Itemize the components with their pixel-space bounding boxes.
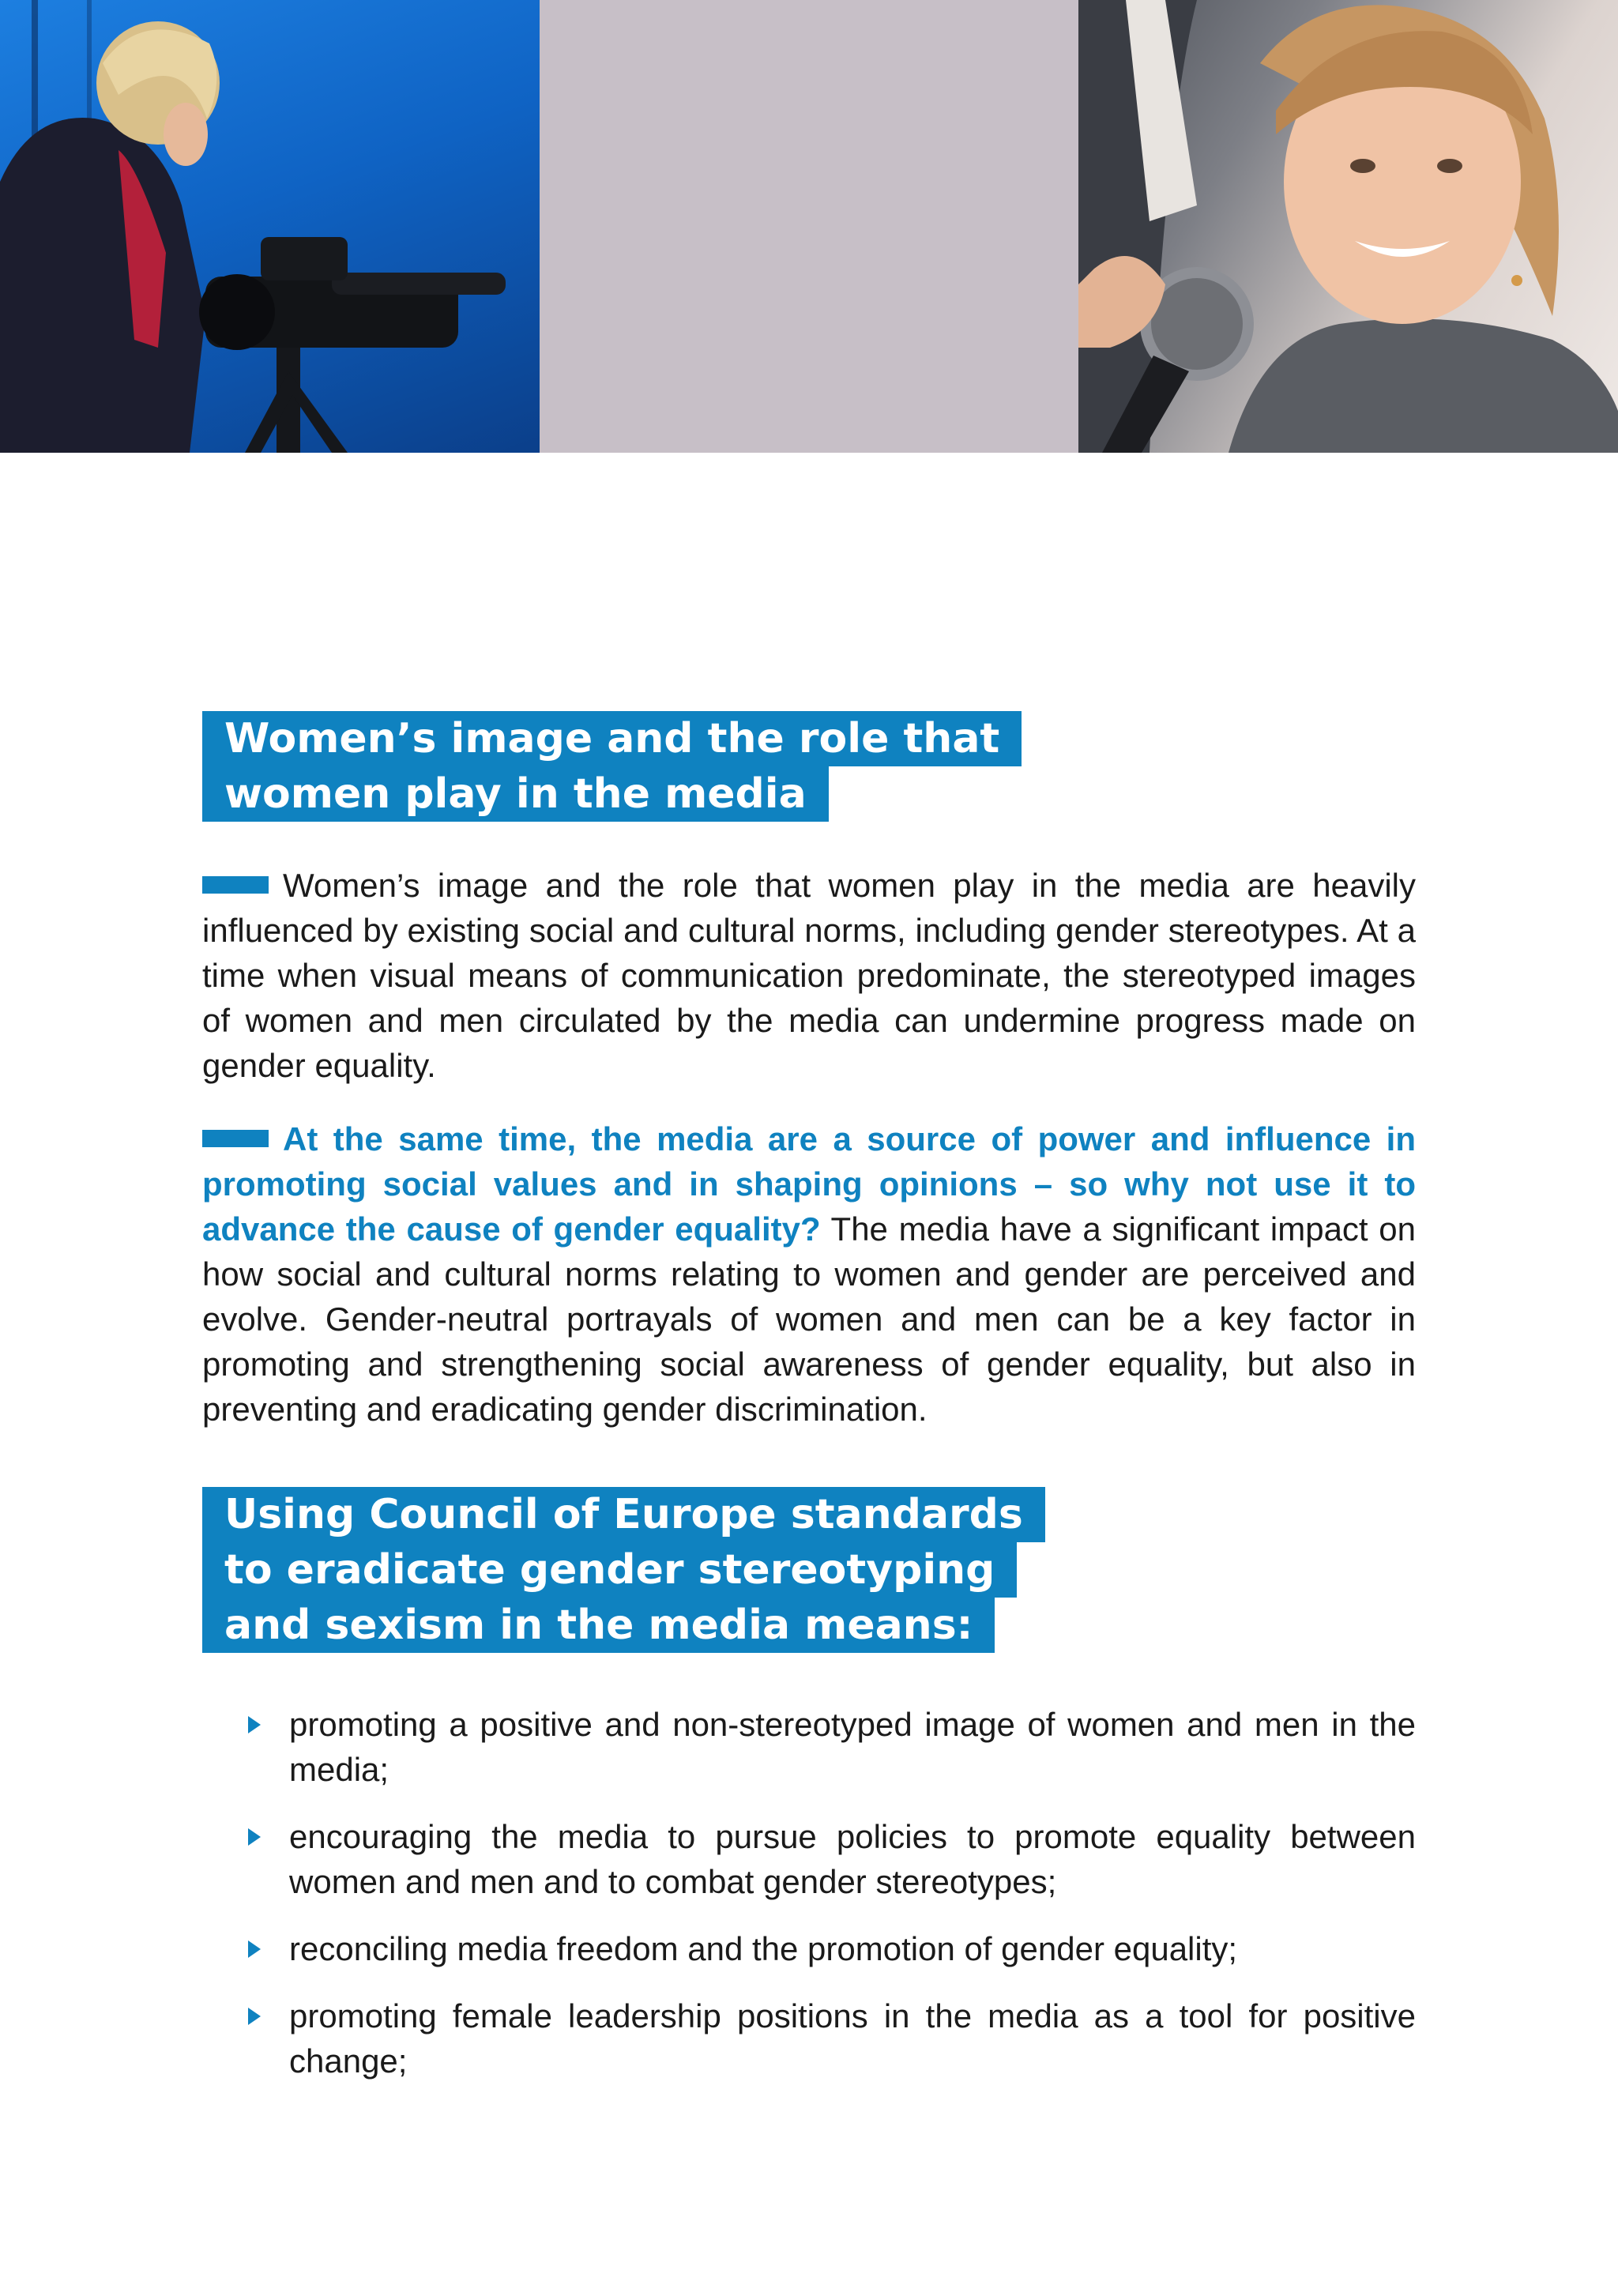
- emphasis-text: At the same time, the media are a source of power and influence in promoting social values and in shaping opinions – so why not use it to advance the cause of gender equality?: [202, 1120, 1416, 1248]
- list-item: [289, 1702, 1416, 1792]
- paragraph-intro: [202, 863, 1416, 1088]
- girl-with-microphone-illustration: [1078, 0, 1618, 453]
- heading-line: women play in the media: [202, 766, 829, 822]
- list-item-text: reconciling media freedom and the promotion of gender equality;: [289, 1930, 1238, 1967]
- list-item-text: encouraging the media to pursue policies to promote equality between women and men and to combat gender stereotypes;: [289, 1818, 1416, 1900]
- bullet-arrow-icon: [248, 1940, 261, 1958]
- bullet-arrow-icon: [248, 1828, 261, 1846]
- list-item: [289, 1814, 1416, 1904]
- photo-girl-with-microphone: [1078, 0, 1618, 453]
- list-item-text: promoting female leadership positions in the media as a tool for positive change;: [289, 1997, 1416, 2080]
- bullet-arrow-icon: [248, 2008, 261, 2025]
- list-item-text: promoting a positive and non-stereotyped image of women and men in the media;: [289, 1706, 1416, 1788]
- paragraph-text: The media have a significant impact on how social and cultural norms relating to women and gender are perceived and evolve. Gender-neutral portrayals of women and men can be a key factor in promoting and strengthening social awareness of gender equality, but also in preventing and eradicating gender discrimination.: [202, 1210, 1416, 1428]
- section-heading-coe-standards: [202, 1487, 1416, 1653]
- list-item: [289, 1993, 1416, 2083]
- heading-line: to eradicate gender stereotyping: [202, 1542, 1017, 1598]
- camera-operator-illustration: [0, 0, 540, 453]
- list-item: [289, 1926, 1416, 1971]
- paragraph-media-power: [202, 1116, 1416, 1432]
- heading-line: Women’s image and the role that: [202, 711, 1022, 766]
- heading-line: Using Council of Europe standards: [202, 1487, 1045, 1542]
- paragraph-marker: [202, 1130, 269, 1147]
- standards-list: [202, 1702, 1416, 2083]
- main-content: [202, 711, 1416, 2106]
- paragraph-text: Women’s image and the role that women play in the media are heavily influenced by existing social and cultural norms, including gender stereotypes. At a time when visual means of communication predominate, the stereotyped images of women and men circulated by the media can undermine progress made on gender equality.: [202, 867, 1416, 1084]
- heading-line: and sexism in the media means:: [202, 1598, 995, 1653]
- paragraph-marker: [202, 876, 269, 894]
- photo-camera-operator: [0, 0, 540, 453]
- photo-neutral-panel: [540, 0, 1078, 453]
- photo-banner: [0, 0, 1618, 453]
- section-heading-womens-image: [202, 711, 1416, 822]
- bullet-arrow-icon: [248, 1716, 261, 1733]
